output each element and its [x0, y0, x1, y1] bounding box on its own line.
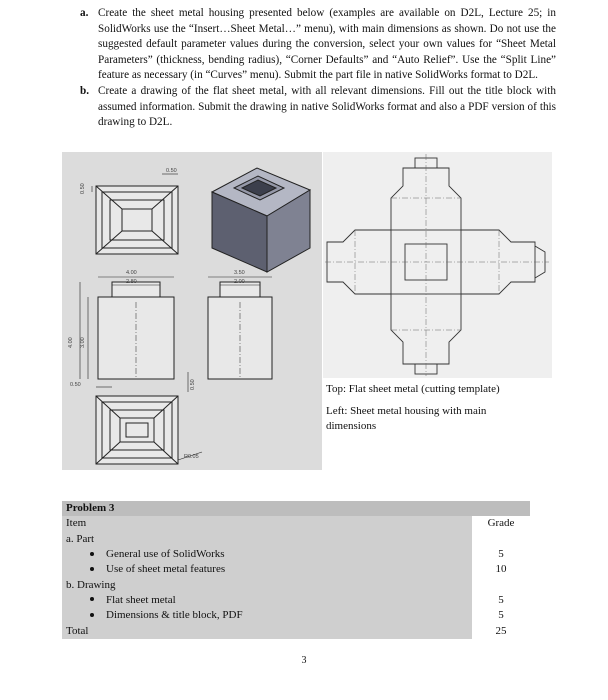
table-total-row [62, 623, 530, 638]
front-view [80, 277, 174, 379]
row-grade: 10 [472, 562, 530, 577]
bottom-view [96, 372, 202, 464]
row-grade [472, 532, 530, 547]
table-row [62, 577, 530, 592]
table-row [62, 608, 530, 623]
housing-views-svg [62, 152, 322, 470]
dim-side-inner: 2.00 [234, 279, 245, 285]
top-view [92, 174, 178, 254]
instruction-b-text: Create a drawing of the flat sheet metal, with all relevant dimensions. Fill out the title block with assumed information. Submit the drawing in native SolidWorks format and also a PDF version of this drawing to D2L. [98, 84, 556, 129]
instruction-a [80, 6, 556, 84]
flat-pattern-svg [323, 152, 552, 378]
row-label: Flat sheet metal [106, 593, 176, 606]
row-grade: 5 [472, 593, 530, 608]
table-title-row [62, 501, 530, 516]
caption-left: Left: Sheet metal housing with main dimensions [326, 405, 487, 432]
instructions-list [80, 6, 556, 131]
dim-top-width: 0.50 [166, 168, 177, 174]
page-number: 3 [301, 655, 307, 666]
table-row [62, 593, 530, 608]
dim-height-inner: 3.00 [80, 337, 86, 348]
instruction-b [80, 84, 556, 131]
total-label: Total [66, 624, 89, 637]
row-label: b. Drawing [66, 578, 116, 591]
bullet-icon [90, 552, 94, 556]
dim-front-inner: 2.80 [126, 279, 137, 285]
flat-pattern-drawing [323, 152, 552, 378]
bullet-icon [90, 597, 94, 601]
dim-side-width: 3.50 [234, 270, 245, 276]
dim-height-outer: 4.00 [68, 337, 74, 348]
instruction-a-label: a. [80, 7, 89, 19]
total-value: 25 [472, 623, 530, 638]
row-label: Use of sheet metal features [106, 563, 226, 576]
bullet-icon [90, 567, 94, 571]
instruction-b-label: b. [80, 84, 90, 97]
table-row [62, 532, 530, 547]
caption-top: Top: Flat sheet metal (cutting template) [326, 383, 500, 395]
table-header-row [62, 516, 530, 531]
row-grade [472, 577, 530, 592]
side-view [208, 277, 272, 379]
dim-front-width: 4.00 [126, 270, 137, 276]
housing-drawing [62, 152, 322, 470]
dim-corner: R0.05 [184, 454, 199, 460]
row-grade: 5 [472, 608, 530, 623]
table-row [62, 562, 530, 577]
bullet-icon [90, 613, 94, 617]
instruction-a-text: Create the sheet metal housing presented below (examples are available on D2L, Lecture 25; in SolidWorks use the “Insert…Sheet Metal…” menu), with main dimensions as shown. Do not use the suggested default parameter values during the conversion, select your own values for “Sheet Metal Parameters” (thickness, bending radius), “Corner Defaults” and “Auto Relief”. Use the “Split Line” feature as necessary (in “Curves” menu). Submit the part file in native SolidWorks format to D2L. [98, 7, 556, 82]
table-row [62, 547, 530, 562]
grading-table [62, 501, 530, 639]
row-label: General use of SolidWorks [106, 548, 225, 561]
table-title: Problem 3 [66, 502, 115, 515]
item-header: Item [66, 517, 87, 530]
dim-side-gap: 0.50 [190, 379, 196, 390]
grade-header: Grade [472, 516, 530, 531]
isometric-view [212, 168, 310, 272]
row-label: a. Part [66, 532, 95, 545]
row-label: Dimensions & title block, PDF [106, 609, 243, 622]
row-grade: 5 [472, 547, 530, 562]
dim-bottom-offset: 0.50 [70, 382, 81, 388]
dim-top-height: 0.50 [80, 183, 86, 194]
